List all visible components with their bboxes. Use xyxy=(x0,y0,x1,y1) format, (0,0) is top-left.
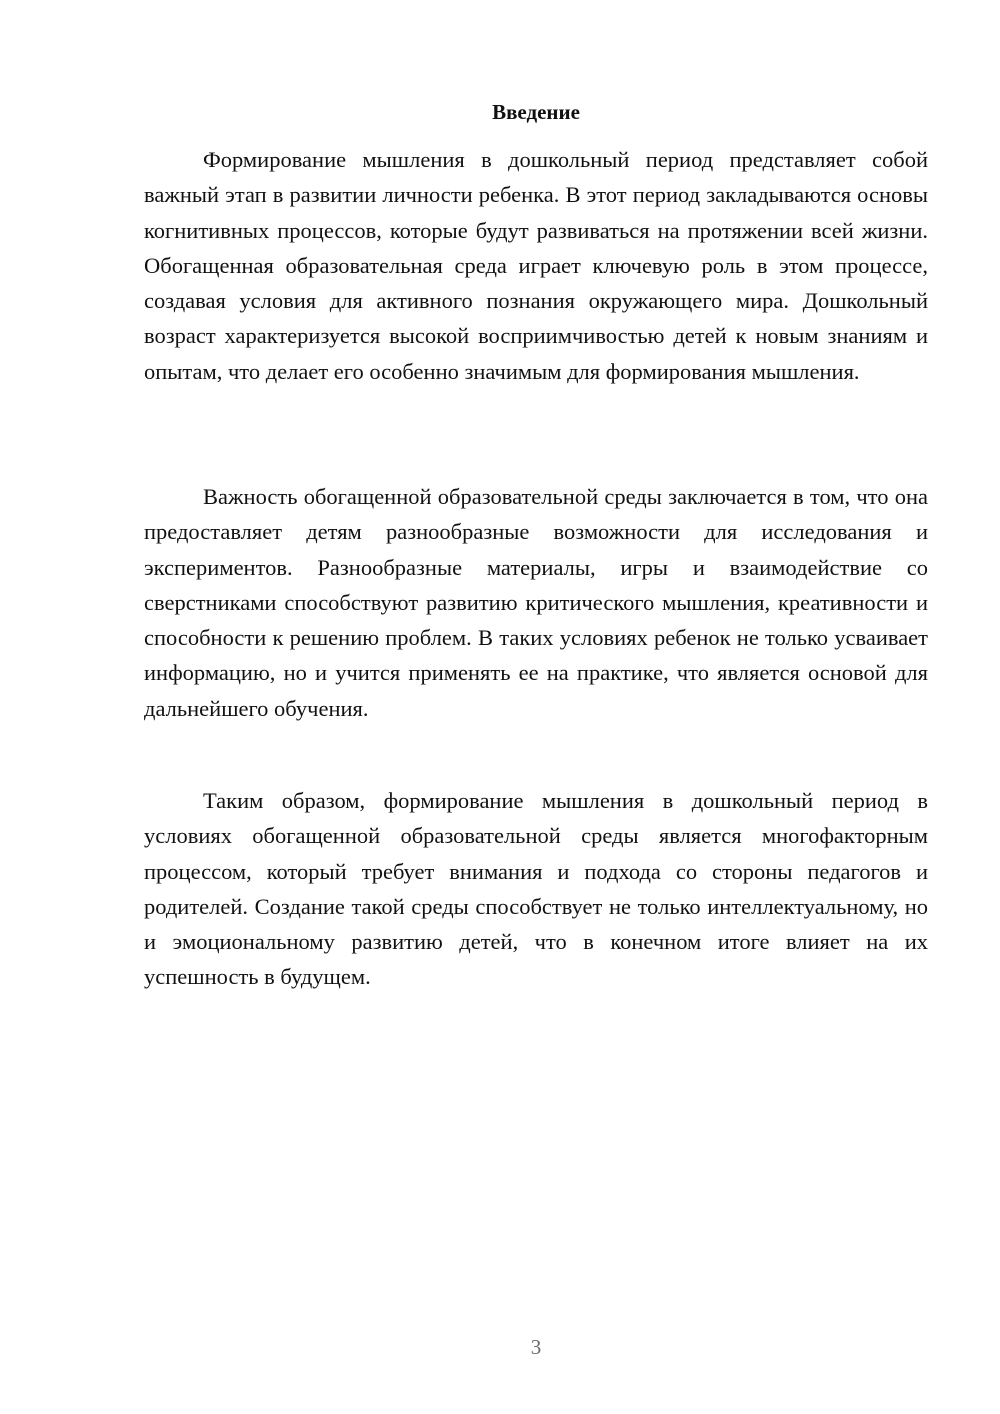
paragraph-3: Таким образом, формирование мышления в дошкольный период в условиях обогащенной образовательной среды является многофакторным процессом, который требует внимания и подхода со стороны педагогов и родителей. Создание такой среды способствует не только интеллектуальному, но и эмоциональному развитию детей, что в конечном итоге влияет на их успешность в будущем. xyxy=(144,788,928,990)
section-title: Введение xyxy=(492,100,580,124)
paragraph-2: Важность обогащенной образовательной среды заключается в том, что она предоставляет детям разнообразные возможности для исследования и экспериментов. Разнообразные материалы, игры и взаимодействие со сверстниками способствуют развитию критического мышления, креативности и способности к решению проблем. В таких условиях ребенок не только усваивает информацию, но и учится применять ее на практике, что является основой для дальнейшего обучения. xyxy=(144,484,928,721)
page-number: 3 xyxy=(530,1335,542,1359)
paragraph-1: Формирование мышления в дошкольный период представляет собой важный этап в развитии личности ребенка. В этот период закладываются основы когнитивных процессов, которые будут развиваться на протяжении всей жизни. Обогащенная образовательная среда играет ключевую роль в этом процессе, создавая условия для активного познания окружающего мира. Дошкольный возраст характеризуется высокой восприимчивостью детей к новым знаниям и опытам, что делает его особенно значимым для формирования мышления. xyxy=(144,147,928,384)
